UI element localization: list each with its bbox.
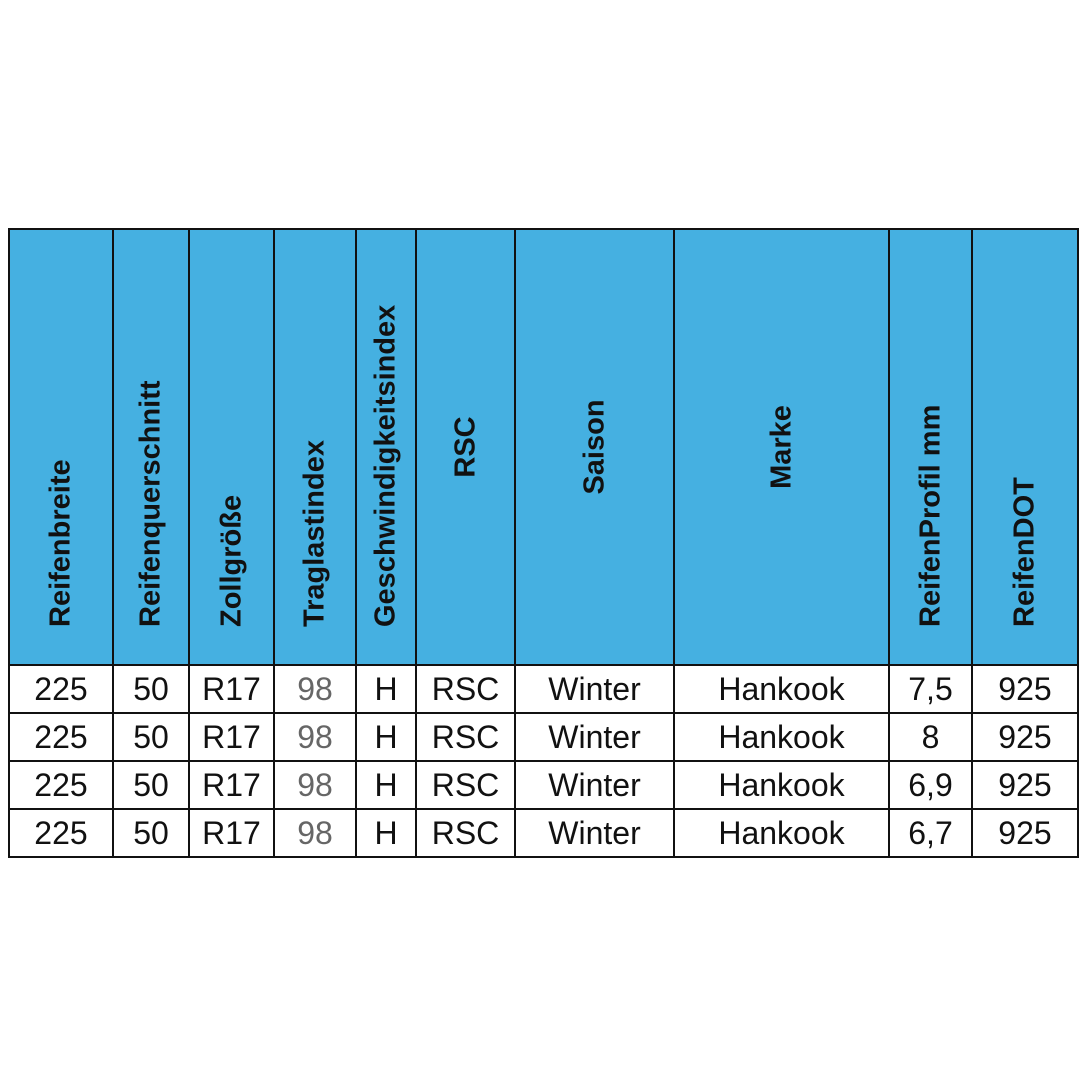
- table-row: [9, 761, 1078, 809]
- cell-saison: Winter: [515, 713, 674, 761]
- cell-rsc: RSC: [416, 809, 515, 857]
- header-label: RSC: [449, 416, 481, 478]
- cell-geschwindigkeitsindex: H: [356, 665, 416, 713]
- cell-reifenprofil: 6,9: [889, 761, 972, 809]
- cell-reifenbreite: 225: [9, 713, 113, 761]
- cell-saison: Winter: [515, 761, 674, 809]
- header-label: Geschwindigkeitsindex: [369, 304, 402, 627]
- cell-traglastindex: 98: [274, 713, 356, 761]
- cell-marke: Hankook: [674, 665, 889, 713]
- header-label: Zollgröße: [215, 494, 247, 627]
- cell-zollgroesse: R17: [189, 761, 274, 809]
- cell-zollgroesse: R17: [189, 809, 274, 857]
- cell-reifenprofil: 7,5: [889, 665, 972, 713]
- header-zollgroesse: [189, 229, 274, 665]
- cell-zollgroesse: R17: [189, 665, 274, 713]
- cell-reifendot: 925: [972, 761, 1078, 809]
- cell-rsc: RSC: [416, 665, 515, 713]
- header-row: [9, 229, 1078, 665]
- header-label: ReifenProfil mm: [914, 404, 946, 627]
- cell-saison: Winter: [515, 665, 674, 713]
- cell-reifendot: 925: [972, 713, 1078, 761]
- header-traglastindex: [274, 229, 356, 665]
- header-geschwindigkeitsindex: [356, 229, 416, 665]
- header-reifenbreite: [9, 229, 113, 665]
- cell-marke: Hankook: [674, 809, 889, 857]
- header-label: Reifenquerschnitt: [134, 380, 167, 627]
- header-reifendot: [972, 229, 1078, 665]
- table-row: [9, 713, 1078, 761]
- tire-table: [8, 228, 1079, 858]
- cell-reifenbreite: 225: [9, 809, 113, 857]
- cell-zollgroesse: R17: [189, 713, 274, 761]
- header-label: Marke: [765, 405, 797, 489]
- header-label: Traglastindex: [298, 440, 331, 627]
- header-rsc: [416, 229, 515, 665]
- table-row: [9, 665, 1078, 713]
- cell-reifenbreite: 225: [9, 665, 113, 713]
- cell-reifenprofil: 8: [889, 713, 972, 761]
- cell-traglastindex: 98: [274, 665, 356, 713]
- header-reifenprofil: [889, 229, 972, 665]
- cell-marke: Hankook: [674, 713, 889, 761]
- cell-reifenquerschnitt: 50: [113, 809, 189, 857]
- cell-traglastindex: 98: [274, 761, 356, 809]
- header-marke: [674, 229, 889, 665]
- cell-reifendot: 925: [972, 809, 1078, 857]
- header-reifenquerschnitt: [113, 229, 189, 665]
- cell-saison: Winter: [515, 809, 674, 857]
- header-label: ReifenDOT: [1008, 477, 1041, 627]
- header-label: Reifenbreite: [44, 459, 77, 627]
- cell-reifenquerschnitt: 50: [113, 761, 189, 809]
- cell-reifendot: 925: [972, 665, 1078, 713]
- cell-reifenquerschnitt: 50: [113, 713, 189, 761]
- cell-geschwindigkeitsindex: H: [356, 713, 416, 761]
- cell-marke: Hankook: [674, 761, 889, 809]
- table-row: [9, 809, 1078, 857]
- cell-rsc: RSC: [416, 713, 515, 761]
- header-label: Saison: [578, 399, 610, 495]
- cell-rsc: RSC: [416, 761, 515, 809]
- cell-geschwindigkeitsindex: H: [356, 809, 416, 857]
- cell-geschwindigkeitsindex: H: [356, 761, 416, 809]
- cell-reifenquerschnitt: 50: [113, 665, 189, 713]
- cell-traglastindex: 98: [274, 809, 356, 857]
- cell-reifenbreite: 225: [9, 761, 113, 809]
- header-saison: [515, 229, 674, 665]
- cell-reifenprofil: 6,7: [889, 809, 972, 857]
